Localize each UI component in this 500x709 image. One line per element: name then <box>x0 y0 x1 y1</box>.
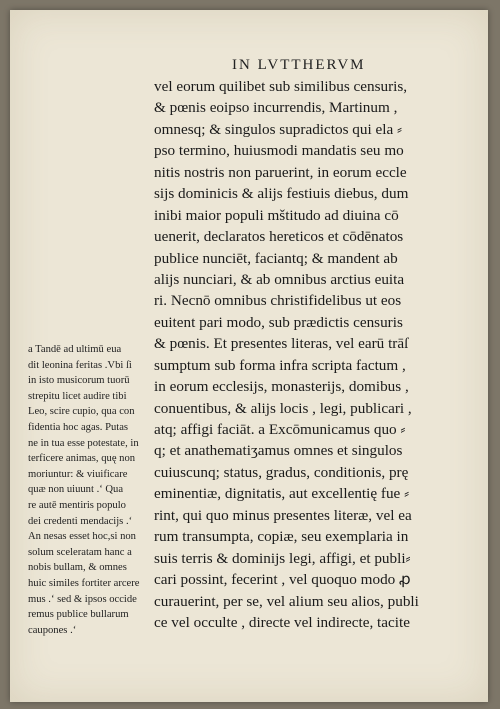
text-line: euitent pari modo, sub prædictis censuris <box>154 313 403 331</box>
marginal-line: a Tandē ad ultimū eua <box>28 344 122 355</box>
text-line: q; et anathematiʒamus omnes et singulos <box>154 442 403 460</box>
marginal-line: huic similes fortiter arcere <box>28 577 140 589</box>
text-line: sumptum sub forma infra scripta factum , <box>154 356 406 374</box>
text-line: nitis nostris non paruerint, in eorum eccle <box>154 163 407 181</box>
marginal-line: solum sceleratam hanc a <box>28 546 132 558</box>
marginal-line: nobis bullam, & omnes <box>28 562 127 574</box>
main-text-block <box>154 76 474 633</box>
marginal-line: dit leonina feritas .Vbi ſi <box>28 359 132 371</box>
text-line: suis terris & dominijs legi, affigi, et publi⸗ <box>154 549 411 567</box>
marginal-line: remus publice bullarum <box>28 609 129 621</box>
text-line: pso termino, huiusmodi mandatis seu mo <box>154 142 404 160</box>
text-line: conuentibus, & alijs locis , legi, publicari , <box>154 399 412 417</box>
marginal-line: ne in tua esse potestate, in <box>28 437 139 449</box>
marginal-line: re autē mentiris populo <box>28 499 126 511</box>
text-line: uenerit, declaratos hereticos et cōdēnatos <box>154 228 404 246</box>
text-line: atq; affigi faciāt. a Excōmunicamus quo ⸗ <box>154 421 406 438</box>
marginal-line: in isto musicorum tuorū <box>28 375 130 387</box>
text-line: rum transumpta, copiæ, seu exemplaria in <box>154 528 409 546</box>
marginal-line: strepitu licet audire tibi <box>28 390 127 402</box>
text-line: ri. Necnō omnibus christifidelibus ut eos <box>154 292 402 310</box>
text-line: publice nunciēt, faciantq; & mandent ab <box>154 249 398 267</box>
text-line: & pœnis. Et presentes literas, vel earū trāſ <box>154 335 409 353</box>
text-line: rint, qui quo minus presentes literæ, vel ea <box>154 506 412 524</box>
text-line: curauerint, per se, vel alium seu alios, publi <box>154 592 419 610</box>
text-line: & pœnis eoipso incurrendis, Martinum , <box>154 99 398 117</box>
text-line: cari possint, fecerint , vel quoquo modo ꝓ <box>154 571 411 589</box>
marginal-line: An nesas esset hoc,si non <box>28 531 136 543</box>
marginal-line: dei credenti mendacijs .ʻ <box>28 515 133 527</box>
text-line: omnesq; & singulos supradictos qui ela ⸗ <box>154 120 403 138</box>
marginal-line: Leo, scire cupio, qua con <box>28 406 135 418</box>
running-head: IN LVTTHERVM <box>232 57 366 73</box>
marginal-line: terficere animas, quę non <box>28 453 136 465</box>
marginal-line: caupones .ʻ <box>28 624 77 636</box>
text-line: vel eorum quilibet sub similibus censuris, <box>154 78 408 95</box>
marginal-line: fidentia hoc agas. Putas <box>28 421 129 433</box>
text-line: ce vel occulte , directe vel indirecte, tacite <box>154 613 410 631</box>
text-line: cuiuscunq; status, gradus, conditionis, prę <box>154 463 409 481</box>
marginal-line: mus .ʻ sed & ipsos occide <box>28 593 137 605</box>
text-line: inibi maior populi mštitudo ad diuina cō <box>154 206 399 224</box>
book-page <box>10 10 488 702</box>
text-line: in eorum ecclesijs, monasterijs, domibus , <box>154 378 409 396</box>
text-line: eminentiæ, dignitatis, aut excellentię fue ⸗ <box>154 485 410 503</box>
marginal-note <box>28 342 168 638</box>
text-line: alijs nunciari, & ab omnibus arctius euita <box>154 270 405 288</box>
marginal-line: moriuntur: & viuificare <box>28 468 128 480</box>
marginal-line: quæ non uiuunt .ʻ Qua <box>28 484 124 496</box>
text-line: sijs dominicis & alijs festiuis diebus, dum <box>154 185 409 203</box>
